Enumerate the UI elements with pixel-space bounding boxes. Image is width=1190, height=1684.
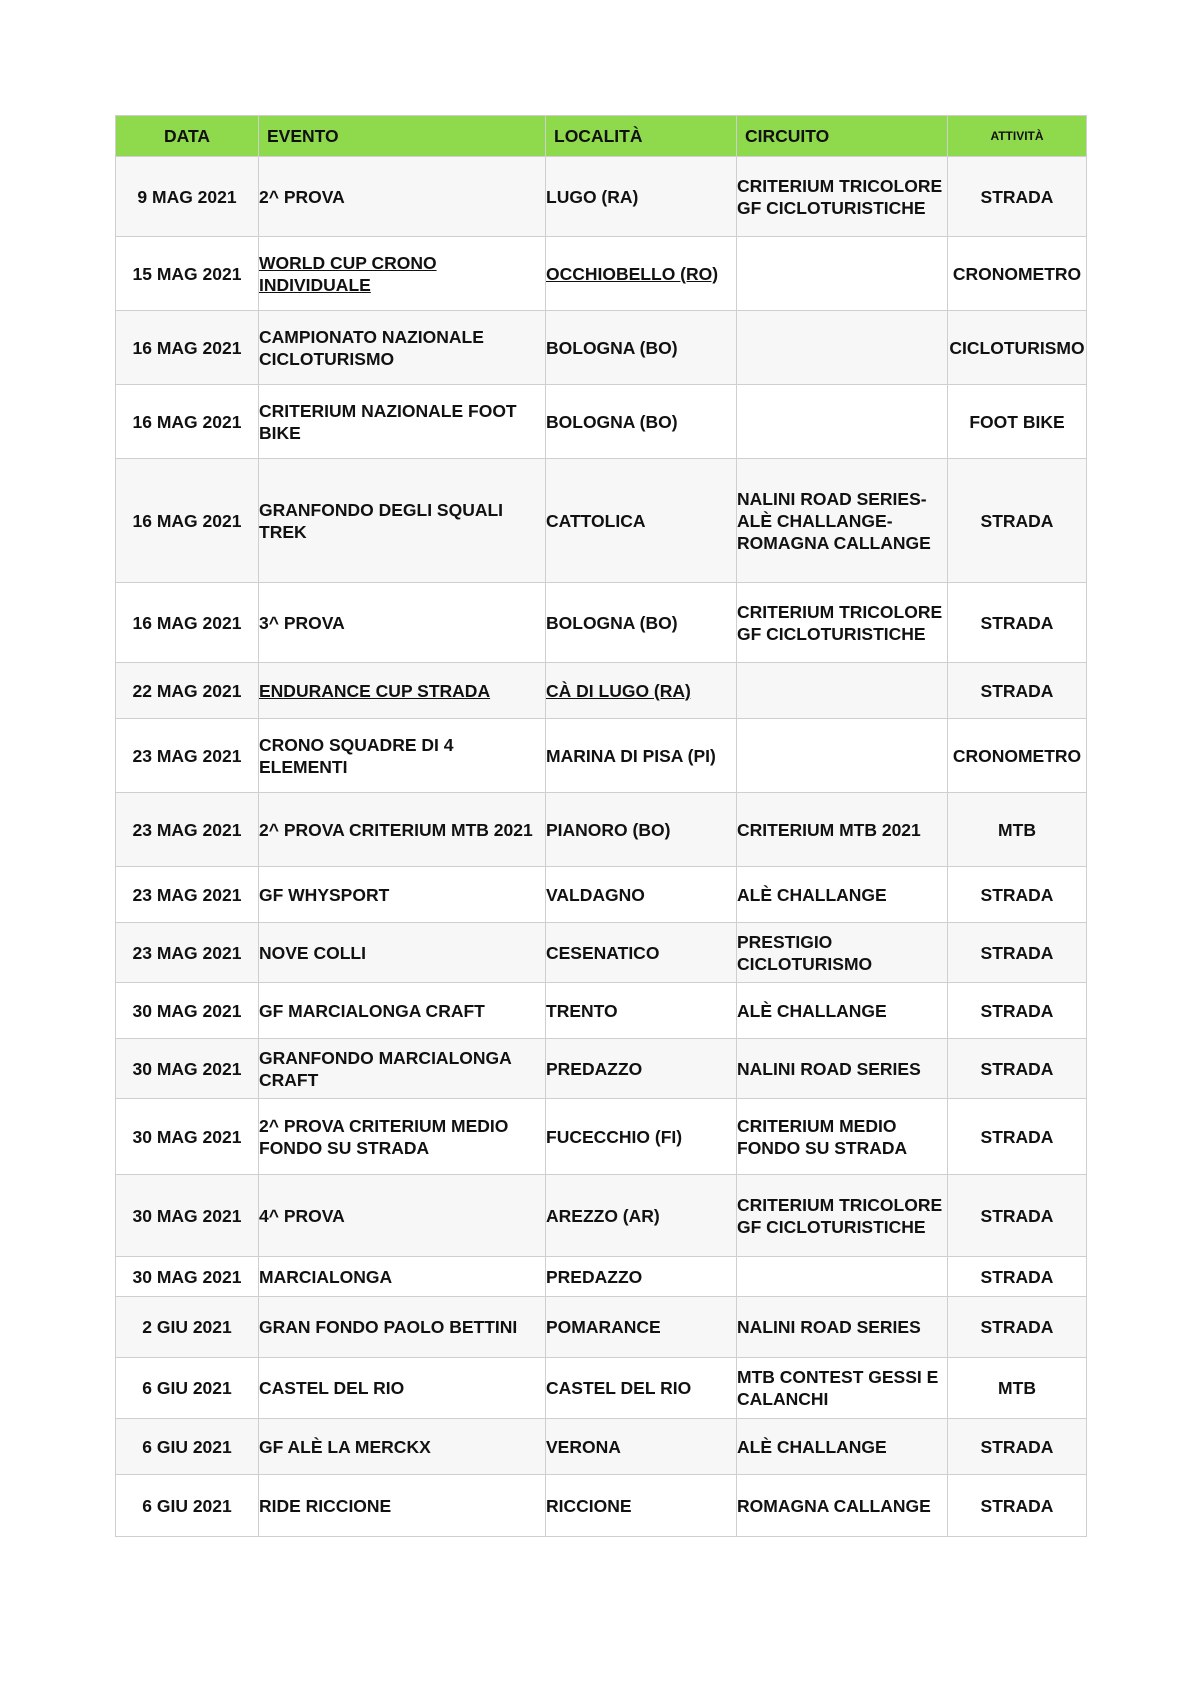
table-row xyxy=(116,1475,1087,1537)
cell-evento-link[interactable]: WORLD CUP CRONO INDIVIDUALE xyxy=(259,252,437,295)
header-circuito: CIRCUITO xyxy=(737,116,948,157)
cell-localita: CASTEL DEL RIO xyxy=(546,1358,737,1419)
cell-evento: MARCIALONGA xyxy=(259,1257,546,1297)
table-row xyxy=(116,867,1087,923)
table-row xyxy=(116,1039,1087,1099)
cell-circuito: CRITERIUM TRICOLORE GF CICLOTURISTICHE xyxy=(737,157,948,237)
cell-circuito: ALÈ CHALLANGE xyxy=(737,1419,948,1475)
cell-data: 16 MAG 2021 xyxy=(116,583,259,663)
cell-evento: 3^ PROVA xyxy=(259,583,546,663)
cell-evento: CAMPIONATO NAZIONALE CICLOTURISMO xyxy=(259,311,546,385)
table-row xyxy=(116,983,1087,1039)
table-row xyxy=(116,311,1087,385)
cell-localita: AREZZO (AR) xyxy=(546,1175,737,1257)
cell-data: 30 MAG 2021 xyxy=(116,1039,259,1099)
cell-evento: NOVE COLLI xyxy=(259,923,546,983)
cell-attivita: STRADA xyxy=(948,459,1087,583)
cell-attivita: STRADA xyxy=(948,1099,1087,1175)
cell-evento: CASTEL DEL RIO xyxy=(259,1358,546,1419)
cell-localita: FUCECCHIO (FI) xyxy=(546,1099,737,1175)
cell-localita: BOLOGNA (BO) xyxy=(546,311,737,385)
cell-circuito: CRITERIUM MEDIO FONDO SU STRADA xyxy=(737,1099,948,1175)
cell-localita-link[interactable]: CÀ DI LUGO (RA) xyxy=(546,680,691,701)
cell-circuito: ALÈ CHALLANGE xyxy=(737,983,948,1039)
cell-localita: PREDAZZO xyxy=(546,1039,737,1099)
cell-evento: GRAN FONDO PAOLO BETTINI xyxy=(259,1297,546,1358)
cell-attivita: STRADA xyxy=(948,1475,1087,1537)
cell-data: 23 MAG 2021 xyxy=(116,793,259,867)
table-row xyxy=(116,719,1087,793)
cell-data: 30 MAG 2021 xyxy=(116,1099,259,1175)
cell-attivita: CRONOMETRO xyxy=(948,237,1087,311)
cell-circuito xyxy=(737,311,948,385)
cell-data: 22 MAG 2021 xyxy=(116,663,259,719)
cell-evento: GRANFONDO MARCIALONGA CRAFT xyxy=(259,1039,546,1099)
cell-data: 23 MAG 2021 xyxy=(116,719,259,793)
cell-localita: POMARANCE xyxy=(546,1297,737,1358)
cell-localita: CESENATICO xyxy=(546,923,737,983)
table-row xyxy=(116,663,1087,719)
header-evento: EVENTO xyxy=(259,116,546,157)
cell-circuito: NALINI ROAD SERIES xyxy=(737,1297,948,1358)
cell-attivita: STRADA xyxy=(948,1419,1087,1475)
header-localita: LOCALITÀ xyxy=(546,116,737,157)
cell-localita: PIANORO (BO) xyxy=(546,793,737,867)
cell-data: 16 MAG 2021 xyxy=(116,311,259,385)
cell-data: 30 MAG 2021 xyxy=(116,983,259,1039)
cell-attivita: STRADA xyxy=(948,1257,1087,1297)
cell-attivita: STRADA xyxy=(948,663,1087,719)
cell-localita: BOLOGNA (BO) xyxy=(546,385,737,459)
cell-circuito xyxy=(737,1257,948,1297)
cell-data: 30 MAG 2021 xyxy=(116,1257,259,1297)
cell-evento: 2^ PROVA CRITERIUM MEDIO FONDO SU STRADA xyxy=(259,1099,546,1175)
table-row xyxy=(116,793,1087,867)
cell-localita-link[interactable]: OCCHIOBELLO (RO) xyxy=(546,263,719,284)
table-row xyxy=(116,1297,1087,1358)
cell-evento: GF WHYSPORT xyxy=(259,867,546,923)
cell-circuito: CRITERIUM TRICOLORE GF CICLOTURISTICHE xyxy=(737,1175,948,1257)
cell-circuito xyxy=(737,385,948,459)
cell-localita: VALDAGNO xyxy=(546,867,737,923)
cell-data: 6 GIU 2021 xyxy=(116,1475,259,1537)
cell-localita: CATTOLICA xyxy=(546,459,737,583)
table-row xyxy=(116,1358,1087,1419)
cell-circuito: PRESTIGIO CICLOTURISMO xyxy=(737,923,948,983)
cell-localita: PREDAZZO xyxy=(546,1257,737,1297)
cell-circuito: NALINI ROAD SERIES-ALÈ CHALLANGE-ROMAGNA CALLANGE xyxy=(737,459,948,583)
header-attivita: ATTIVITÀ xyxy=(948,116,1087,157)
cell-evento: CRITERIUM NAZIONALE FOOT BIKE xyxy=(259,385,546,459)
table-row xyxy=(116,1175,1087,1257)
cell-evento: CRONO SQUADRE DI 4 ELEMENTI xyxy=(259,719,546,793)
table-row xyxy=(116,385,1087,459)
cell-evento: RIDE RICCIONE xyxy=(259,1475,546,1537)
cell-attivita: STRADA xyxy=(948,1039,1087,1099)
header-data: DATA xyxy=(116,116,259,157)
cell-evento: 4^ PROVA xyxy=(259,1175,546,1257)
table-row xyxy=(116,1419,1087,1475)
cell-circuito: ALÈ CHALLANGE xyxy=(737,867,948,923)
cell-localita: RICCIONE xyxy=(546,1475,737,1537)
cell-data: 16 MAG 2021 xyxy=(116,385,259,459)
cell-evento-link[interactable]: ENDURANCE CUP STRADA xyxy=(259,680,491,701)
cell-data: 2 GIU 2021 xyxy=(116,1297,259,1358)
cell-attivita: CICLOTURISMO xyxy=(948,311,1087,385)
cell-data: 9 MAG 2021 xyxy=(116,157,259,237)
cell-evento: GF ALÈ LA MERCKX xyxy=(259,1419,546,1475)
cell-evento: 2^ PROVA xyxy=(259,157,546,237)
cell-circuito xyxy=(737,719,948,793)
cell-circuito: MTB CONTEST GESSI E CALANCHI xyxy=(737,1358,948,1419)
table-row xyxy=(116,157,1087,237)
table-row xyxy=(116,583,1087,663)
cell-attivita: STRADA xyxy=(948,1175,1087,1257)
cell-data: 6 GIU 2021 xyxy=(116,1419,259,1475)
cell-evento: GRANFONDO DEGLI SQUALI TREK xyxy=(259,459,546,583)
cell-localita: VERONA xyxy=(546,1419,737,1475)
cell-circuito: CRITERIUM TRICOLORE GF CICLOTURISTICHE xyxy=(737,583,948,663)
cell-evento: 2^ PROVA CRITERIUM MTB 2021 xyxy=(259,793,546,867)
cell-localita: BOLOGNA (BO) xyxy=(546,583,737,663)
cell-attivita: STRADA xyxy=(948,1297,1087,1358)
cell-attivita: CRONOMETRO xyxy=(948,719,1087,793)
table-row xyxy=(116,923,1087,983)
cell-attivita: STRADA xyxy=(948,923,1087,983)
cell-localita: TRENTO xyxy=(546,983,737,1039)
cell-data: 30 MAG 2021 xyxy=(116,1175,259,1257)
events-table xyxy=(115,115,1087,1537)
cell-attivita: MTB xyxy=(948,1358,1087,1419)
cell-data: 16 MAG 2021 xyxy=(116,459,259,583)
cell-attivita: STRADA xyxy=(948,983,1087,1039)
cell-attivita: STRADA xyxy=(948,867,1087,923)
cell-circuito xyxy=(737,663,948,719)
cell-localita: MARINA DI PISA (PI) xyxy=(546,719,737,793)
cell-circuito: NALINI ROAD SERIES xyxy=(737,1039,948,1099)
cell-circuito xyxy=(737,237,948,311)
cell-circuito: CRITERIUM MTB 2021 xyxy=(737,793,948,867)
table-row xyxy=(116,237,1087,311)
table-row xyxy=(116,459,1087,583)
cell-attivita: FOOT BIKE xyxy=(948,385,1087,459)
cell-data: 23 MAG 2021 xyxy=(116,923,259,983)
table-row xyxy=(116,1099,1087,1175)
cell-attivita: STRADA xyxy=(948,157,1087,237)
cell-data: 15 MAG 2021 xyxy=(116,237,259,311)
cell-localita: LUGO (RA) xyxy=(546,157,737,237)
cell-attivita: STRADA xyxy=(948,583,1087,663)
cell-attivita: MTB xyxy=(948,793,1087,867)
header-row xyxy=(116,116,1087,157)
cell-data: 23 MAG 2021 xyxy=(116,867,259,923)
cell-evento: GF MARCIALONGA CRAFT xyxy=(259,983,546,1039)
cell-data: 6 GIU 2021 xyxy=(116,1358,259,1419)
cell-circuito: ROMAGNA CALLANGE xyxy=(737,1475,948,1537)
table-row xyxy=(116,1257,1087,1297)
